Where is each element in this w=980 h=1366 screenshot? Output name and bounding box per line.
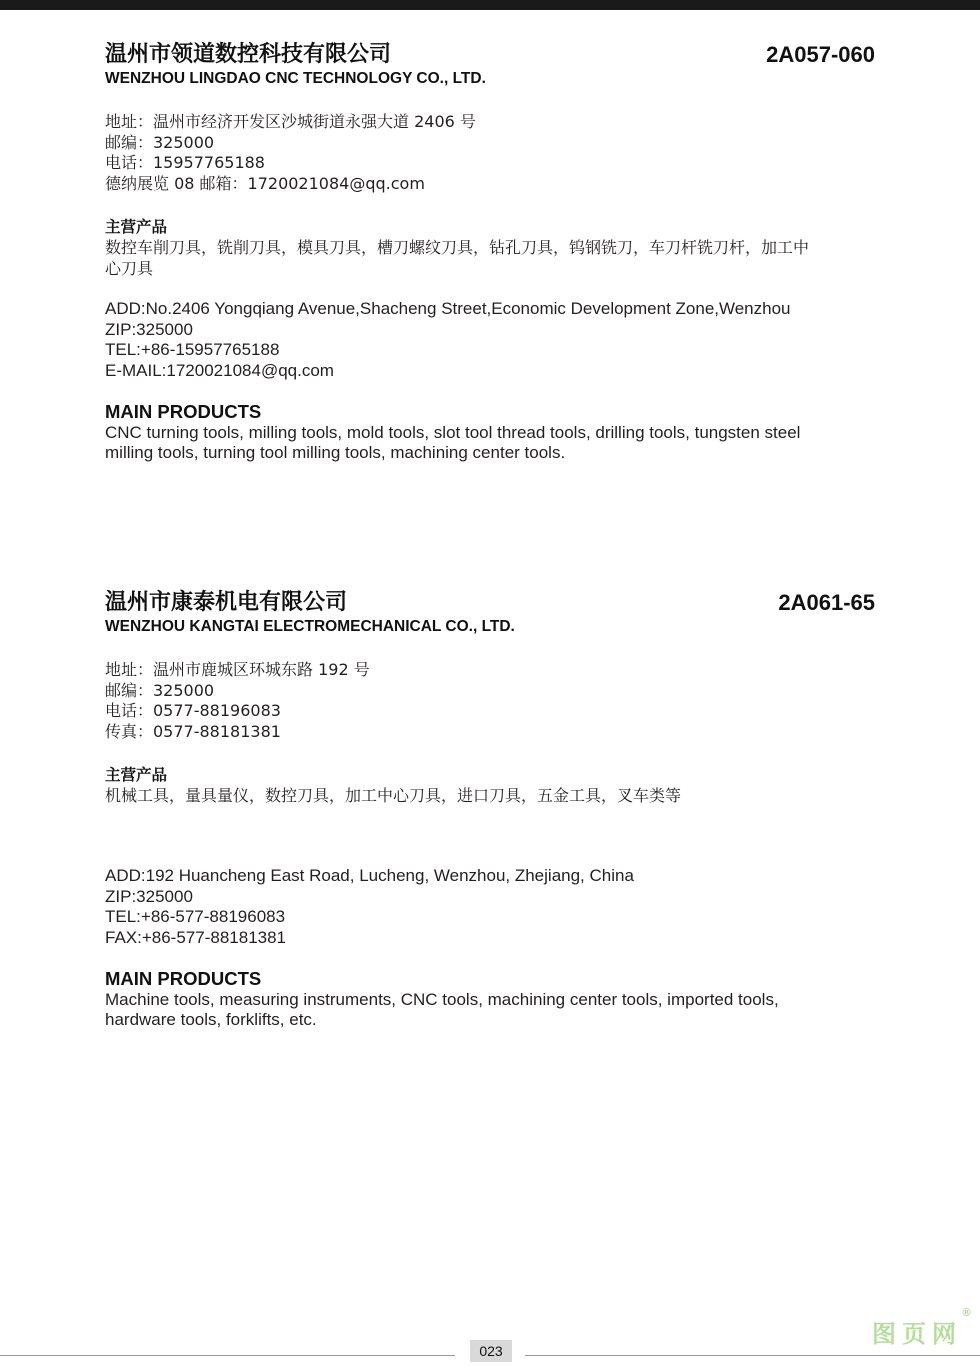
english-products-line: CNC turning tools, milling tools, mold tools, slot tool thread tools, drilling tools, tungsten steel [105,422,801,442]
english-contact-block [105,299,875,382]
company-name-row [105,40,875,70]
english-phone: TEL:+86-15957765188 [105,340,280,360]
chinese-contact-block [105,660,875,743]
chinese-fax: 传真：0577-88181381 [105,722,281,742]
english-products-heading: MAIN PRODUCTS [105,967,262,989]
company-entry-lingdao [105,40,875,464]
english-address: ADD:No.2406 Yongqiang Avenue,Shacheng Street,Economic Development Zone,Wenzhou [105,298,791,318]
registered-mark-icon: ® [961,1306,972,1319]
english-products-line: milling tools, turning tool milling tools, machining center tools. [105,443,566,463]
chinese-products-line: 数控车削刀具，铣削刀具，模具刀具，槽刀螺纹刀具，钻孔刀具，钨钢铣刀，车刀杆铣刀杆，加工中 [105,237,810,257]
chinese-email: 德纳展览 08 邮箱：1720021084@qq.com [105,174,425,194]
booth-number: 2A061-65 [778,590,875,615]
booth-number: 2A057-060 [766,42,875,67]
chinese-phone: 电话：0577-88196083 [105,701,281,721]
watermark-logo [872,1306,972,1349]
english-zip: ZIP:325000 [105,319,193,339]
watermark-text: 图页网 [872,1320,962,1348]
company-name-chinese: 温州市领道数控科技有限公司 [105,42,392,67]
chinese-contact-block [105,112,875,195]
english-products-line: hardware tools, forklifts, etc. [105,1010,317,1030]
company-name-english: WENZHOU LINGDAO CNC TECHNOLOGY CO., LTD. [105,70,486,87]
chinese-products-heading: 主营产品 [105,765,168,784]
english-zip: ZIP:325000 [105,886,193,906]
chinese-products-line: 机械工具，量具量仪，数控刀具，加工中心刀具，进口刀具，五金工具，叉车类等 [105,785,682,805]
chinese-address: 地址：温州市经济开发区沙城街道永强大道 2406 号 [105,112,476,131]
english-fax: FAX:+86-577-88181381 [105,927,287,947]
english-products-heading: MAIN PRODUCTS [105,400,262,422]
english-phone: TEL:+86-577-88196083 [105,907,286,927]
english-products-line: Machine tools, measuring instruments, CNC tools, machining center tools, imported tools, [105,989,779,1009]
chinese-zip: 邮编：325000 [105,680,215,700]
english-contact-block [105,866,875,949]
chinese-phone: 电话：15957765188 [105,153,265,173]
chinese-products-line: 心刀具 [105,258,154,278]
english-products-block [105,401,875,464]
top-border-bar [0,0,980,10]
english-products-block [105,968,875,1031]
company-name-row [105,588,875,618]
chinese-zip: 邮编：325000 [105,132,215,152]
footer-rule-right [525,1355,980,1356]
page-number: 023 [470,1340,512,1362]
chinese-products-block [105,217,875,279]
chinese-products-heading: 主营产品 [105,217,168,236]
footer-rule-left [0,1355,455,1356]
english-address: ADD:192 Huancheng East Road, Lucheng, Wenzhou, Zhejiang, China [105,865,634,885]
company-name-chinese: 温州市康泰机电有限公司 [105,590,348,615]
chinese-address: 地址：温州市鹿城区环城东路 192 号 [105,660,370,679]
company-entry-kangtai [105,588,875,1031]
chinese-products-block [105,765,875,806]
company-name-english: WENZHOU KANGTAI ELECTROMECHANICAL CO., LTD. [105,618,515,635]
english-email: E-MAIL:1720021084@qq.com [105,360,334,380]
